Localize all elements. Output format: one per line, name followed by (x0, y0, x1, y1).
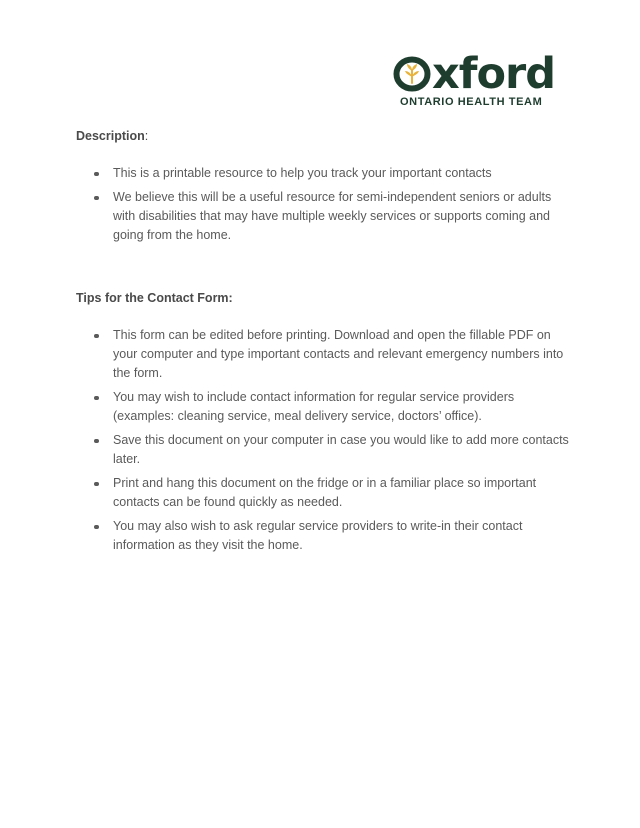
logo-word-text: xford (432, 49, 555, 99)
tips-item-1: This form can be edited before printing. Download and open the fillable PDF on your computer and type important contacts and relevant emergency numbers into the form. (76, 326, 576, 383)
tips-item-3: Save this document on your computer in case you would like to add more contacts later. (76, 431, 576, 469)
description-heading-text: Description (76, 129, 145, 143)
logo-o-wheat-icon (393, 56, 431, 92)
tips-item-5: You may also wish to ask regular service providers to write-in their contact information as they visit the home. (76, 517, 576, 555)
description-list (76, 164, 576, 250)
tips-heading: Tips for the Contact Form: (76, 291, 233, 305)
tips-item-2: You may wish to include contact information for regular service providers (examples: cleaning service, meal delivery service, doctors’ office). (76, 388, 576, 426)
description-heading (76, 129, 148, 143)
oxford-ohl-logo (393, 49, 555, 110)
logo-subtitle: ONTARIO HEALTH TEAM (400, 96, 543, 108)
logo-wordmark (393, 49, 555, 99)
tips-item-4: Print and hang this document on the fridge or in a familiar place so important contacts can be found quickly as needed. (76, 474, 576, 512)
tips-list (76, 326, 576, 560)
description-heading-colon: : (144, 129, 149, 143)
description-item-2: We believe this will be a useful resource for semi-independent seniors or adults with disabilities that may have multiple weekly services or supports coming and going from the home. (76, 188, 576, 245)
description-item-1: This is a printable resource to help you track your important contacts (76, 164, 576, 183)
